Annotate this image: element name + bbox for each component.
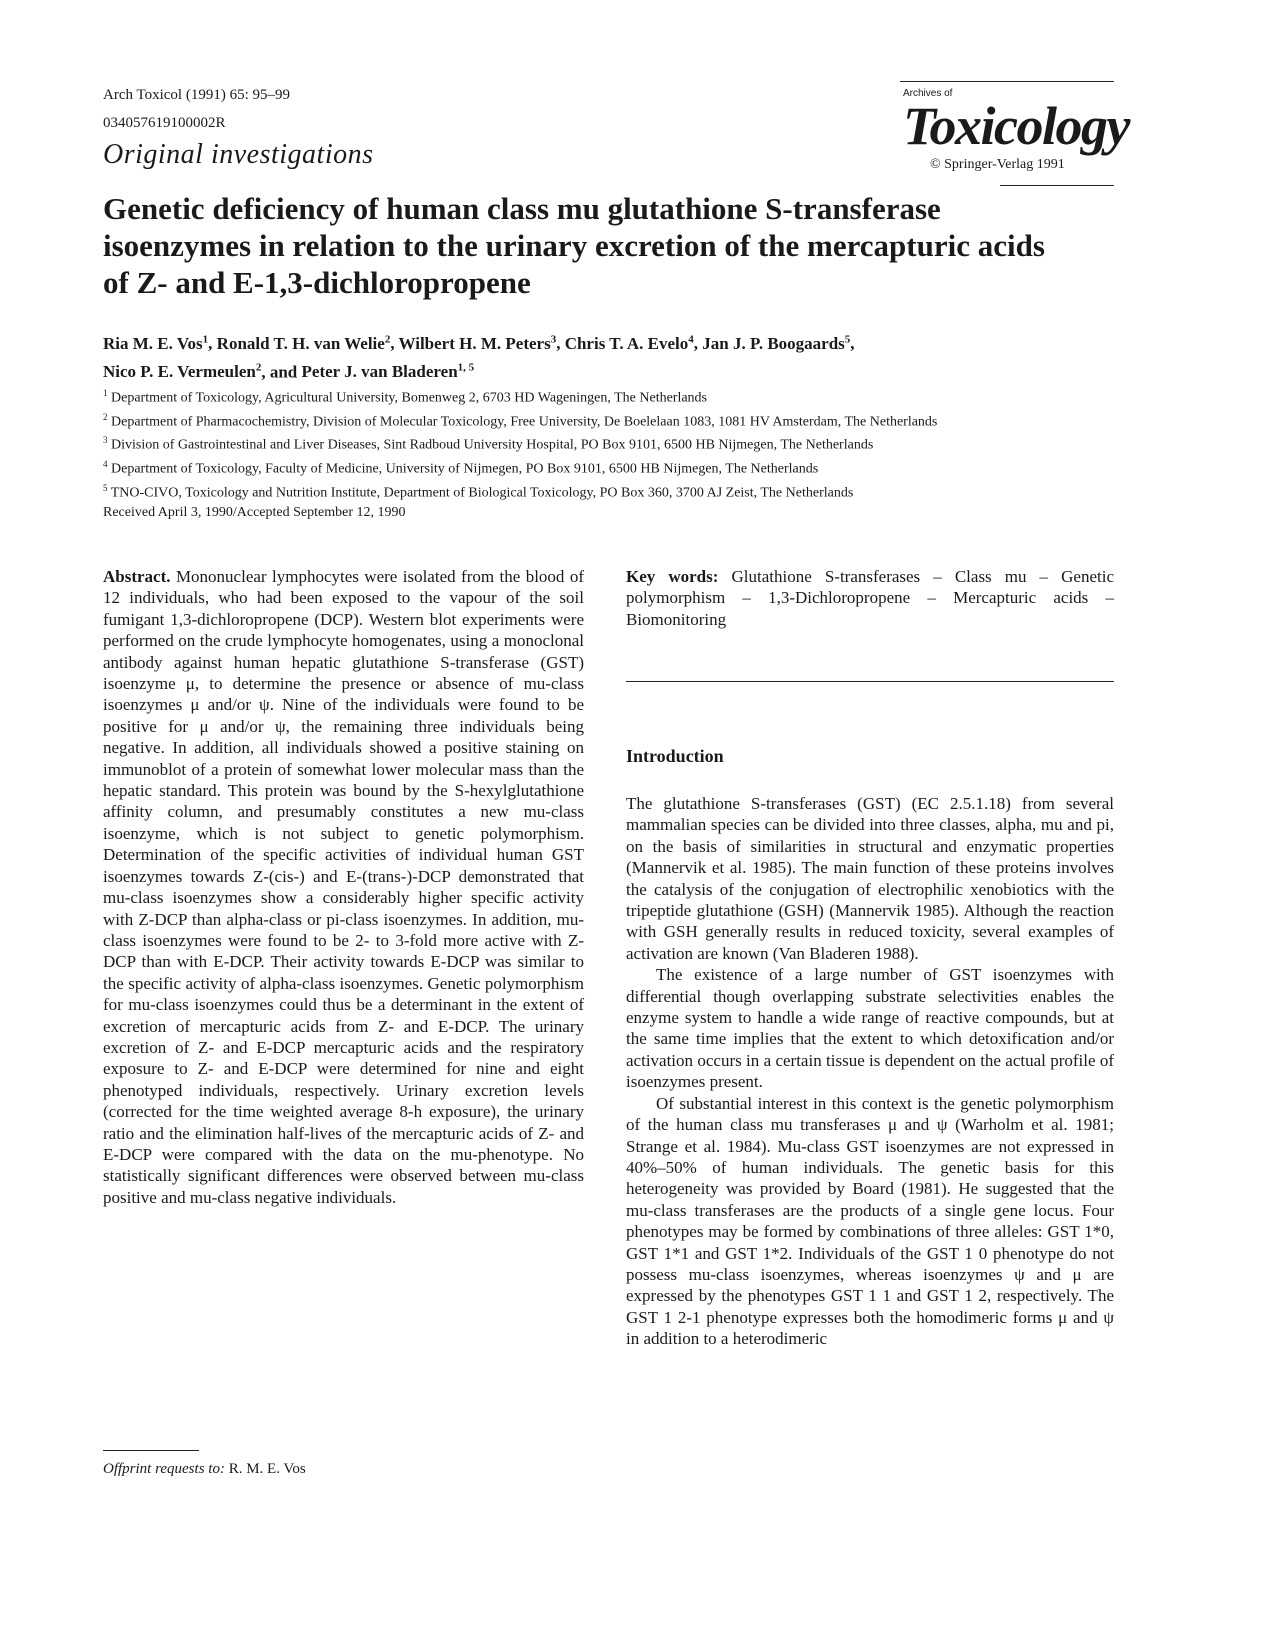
affiliation xyxy=(103,455,1153,479)
logo-bottom-rule xyxy=(1000,185,1114,186)
offprint-label: Offprint requests to: xyxy=(103,1461,225,1477)
affiliation-text: Division of Gastrointestinal and Liver Diseases, Sint Radboud University Hospital, PO Box 9101, 6500 HB Nijmegen, The Netherlands xyxy=(107,437,874,453)
author xyxy=(302,362,475,381)
author xyxy=(399,334,557,353)
section-label: Original investigations xyxy=(103,139,374,170)
author-affiliation-mark: 1, 5 xyxy=(457,361,475,374)
offprint-note xyxy=(103,1460,306,1478)
affiliation-text: Department of Toxicology, Agricultural University, Bomenweg 2, 6703 HD Wageningen, The Netherlands xyxy=(107,390,708,406)
affiliation-number: 2 xyxy=(103,411,108,422)
author-name: Wilbert H. M. Peters xyxy=(398,333,551,353)
abstract-label: Abstract. xyxy=(103,567,171,586)
author-name: Chris T. A. Evelo xyxy=(564,333,689,353)
offprint-name: R. M. E. Vos xyxy=(228,1461,306,1477)
author-name: Jan J. P. Boogaards xyxy=(702,333,845,353)
journal-logo xyxy=(903,88,1129,174)
affiliation xyxy=(103,431,1153,455)
citation: Arch Toxicol (1991) 65: 95–99 xyxy=(103,87,290,103)
introduction-heading: Introduction xyxy=(626,746,724,766)
keywords-label: Key words: xyxy=(626,567,719,586)
received-dates: Received April 3, 1990/Accepted September 12, 1990 xyxy=(103,505,406,520)
journal-logo-small: Archives of xyxy=(903,88,953,99)
intro-paragraph-2: The existence of a large number of GST isoenzymes with differential though overlapping substrate selectivities enables the enzyme system to handle a wide range of reactive compounds, but at the same time implies that the extent to which detoxification and/or activation occurs in a certain tissue is dependent on the actual profile of isoenzymes present. xyxy=(626,965,1114,1092)
introduction-body xyxy=(626,793,1114,1350)
author xyxy=(103,362,261,381)
author-name: Ronald T. H. van Welie xyxy=(216,333,385,353)
logo-top-rule xyxy=(900,81,1114,82)
abstract xyxy=(103,566,584,1208)
affiliation xyxy=(103,479,1153,503)
keywords-rule xyxy=(626,681,1114,682)
author-name: Ria M. E. Vos xyxy=(103,333,203,353)
affiliation-number: 5 xyxy=(103,482,108,493)
journal-logo-name: Toxicology xyxy=(903,96,1129,156)
author-list: Ria M. E. Vos$^1$, Ronald T. H. van Welie$^2$, Wilbert H. M. Peters$^3$, Chris T. A. Evelo$^4$, Jan J. P. Boogaards$^5$, Nico P. E. Vermeulen$^2$, and Peter J. van Bladeren$^{1, 5}$ xyxy=(103,333,855,382)
intro-paragraph-1: The glutathione S-transferases (GST) (EC 2.5.1.18) from several mammalian species can be divided into three classes, alpha, mu and pi, on the basis of similarities in structural and enzymatic properties (Mannervik et al. 1985). The main function of these proteins involves the catalysis of the conjugation of electrophilic xenobiotics with the tripeptide glutathione (GSH) (Mannervik 1985). Although the reaction with GSH generally results in reduced toxicity, several examples of activation are known (Van Bladeren 1988). xyxy=(626,794,1114,963)
author-affiliation-mark: 5 xyxy=(844,333,851,345)
keywords-text: Glutathione S-transferases – Class mu – Genetic polymorphism – 1,3-Dichloropropene – Mercapturic acids – Biomonitoring xyxy=(626,567,1114,629)
abstract-text: Mononuclear lymphocytes were isolated from the blood of 12 individuals, who had been exposed to the vapour of the soil fumigant 1,3-dichloropropene (DCP). Western blot experiments were performed on the crude lymphocyte homogenates, using a monoclonal antibody against human hepatic glutathione S-transferase (GST) isoenzyme μ, to determine the presence or absence of mu-class isoenzymes μ and/or ψ. Nine of the individuals were found to be positive for μ and/or ψ, the remaining three individuals being negative. In addition, all individuals showed a positive staining on immunoblot of a protein of somewhat lower molecular mass than the hepatic standard. This protein was bound by the S-hexylglutathione affinity column, and presumably constitutes a new mu-class isoenzyme, which is not subject to genetic polymorphism. Determination of the specific activities of individual human GST isoenzymes towards Z-(cis-) and E-(trans-)-DCP demonstrated that mu-class isoenzymes show a considerably higher specific activity with Z-DCP than alpha-class or pi-class isoenzymes. In addition, mu-class isoenzymes were found to be 2- to 3-fold more active with Z-DCP than with E-DCP. Their activity towards E-DCP was similar to the specific activity of alpha-class isoenzymes. Genetic polymorphism for mu-class isoenzymes could thus be a determinant in the extent of excretion of mercapturic acids from Z- and E-DCP. The urinary excretion of Z- and E-DCP mercapturic acids and the respiratory exposure to Z- and E-DCP were determined for nine and eight phenotyped individuals, respectively. Urinary excretion levels (corrected for the time weighted average 8-h exposure), the urinary ratio and the elimination half-lives of the mercapturic acids of Z- and E-DCP were compared with the data on the mu-phenotype. No statistically significant differences were observed between mu-class positive and mu-class negative individuals. xyxy=(103,567,584,1207)
affiliation-list xyxy=(103,384,1153,502)
author xyxy=(565,334,694,353)
journal-publisher: © Springer-Verlag 1991 xyxy=(930,157,1065,172)
affiliation-text: Department of Pharmacochemistry, Division of Molecular Toxicology, Free University, De Boelelaan 1083, 1081 HV Amsterdam, The Netherlands xyxy=(107,414,938,430)
keywords xyxy=(626,566,1114,630)
affiliation-number: 1 xyxy=(103,388,108,398)
intro-paragraph-3: Of substantial interest in this context is the genetic polymorphism of the human class mu transferases μ and ψ (Warholm et al. 1981; Strange et al. 1984). Mu-class GST isoenzymes are not expressed in 40%–50% of human individuals. The genetic basis for this heterogeneity was provided by Board (1981). He suggested that the mu-class transferases are the products of a single gene locus. Four phenotypes may be formed by combinations of three alleles: GST 1*0, GST 1*1 and GST 1*2. Individuals of the GST 1 0 phenotype do not possess mu-class isoenzymes, whereas isoenzymes ψ and μ are expressed by the phenotypes GST 1 1 and GST 1 2, respectively. The GST 1 2-1 phenotype expresses both the homodimeric forms μ and ψ in addition to a heterodimeric xyxy=(626,1093,1114,1349)
author-affiliation-mark: 1 xyxy=(202,333,209,345)
affiliation-text: Department of Toxicology, Faculty of Medicine, University of Nijmegen, PO Box 9101, 6500 HB Nijmegen, The Netherlands xyxy=(107,461,819,477)
affiliation-number: 4 xyxy=(103,458,108,469)
author-affiliation-mark: 4 xyxy=(688,333,694,345)
author-affiliation-mark: 2 xyxy=(255,361,262,374)
article-title: Genetic deficiency of human class mu glutathione S-transferase isoenzymes in relation to the urinary excretion of the mercapturic acids of Z- and E-1,3-dichloropropene xyxy=(103,191,1045,300)
author-name: Peter J. van Bladeren xyxy=(301,362,458,382)
author xyxy=(217,334,391,353)
doc-id: 034057619100002R xyxy=(103,115,226,131)
author xyxy=(103,334,208,353)
footnote-rule xyxy=(103,1450,199,1451)
affiliation xyxy=(103,408,1153,432)
affiliation-number: 3 xyxy=(103,435,108,446)
author xyxy=(702,334,850,353)
author-affiliation-mark: 3 xyxy=(550,333,557,345)
affiliation xyxy=(103,384,1153,408)
author-name: Nico P. E. Vermeulen xyxy=(103,362,256,382)
author-affiliation-mark: 2 xyxy=(384,333,391,345)
affiliation-text: TNO-CIVO, Toxicology and Nutrition Institute, Department of Biological Toxicology, PO Box 360, 3700 AJ Zeist, The Netherlands xyxy=(107,485,854,501)
